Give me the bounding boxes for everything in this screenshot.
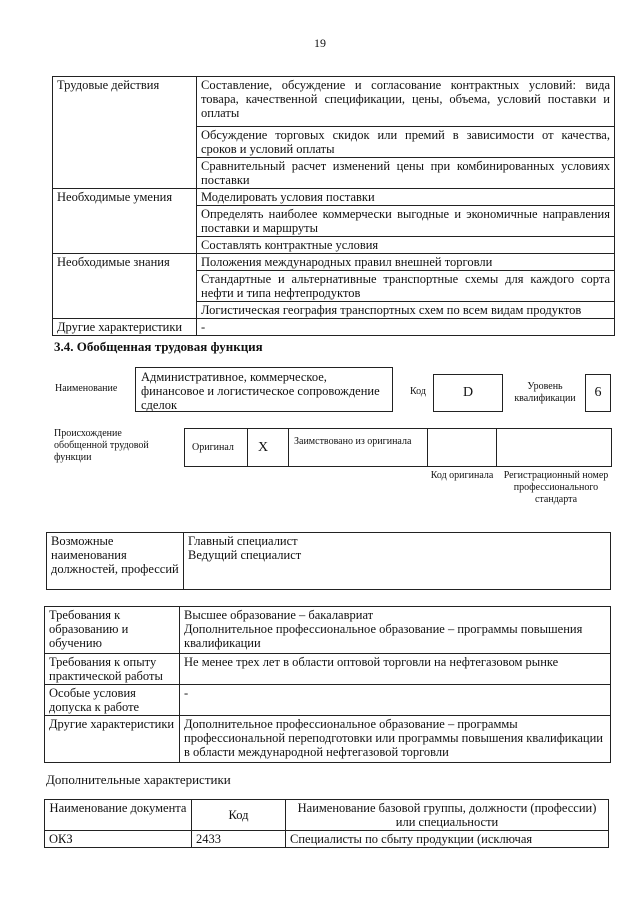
labor-actions-table bbox=[52, 76, 615, 336]
requirement-item: Высшее образование – бакалавриат bbox=[184, 608, 374, 622]
registration-number-caption: Регистрационный номер профессионального стандарта bbox=[503, 470, 609, 505]
position-item: Главный специалист bbox=[188, 534, 298, 548]
row-label: Другие характеристики bbox=[53, 319, 197, 336]
column-header: Код bbox=[192, 800, 286, 831]
origin-label: Происхождение обобщенной трудовой функции bbox=[54, 428, 149, 463]
page-number: 19 bbox=[314, 36, 326, 50]
table-cell bbox=[180, 607, 611, 654]
table-cell: Специалисты по сбыту продукции (исключая bbox=[286, 831, 609, 848]
row-label: Возможные наименования должностей, профессий bbox=[47, 533, 184, 590]
table-cell: Положения международных правил внешней торговли bbox=[197, 254, 615, 271]
table-cell: 2433 bbox=[192, 831, 286, 848]
table-cell: - bbox=[197, 319, 615, 336]
table-cell: Сравнительный расчет изменений цены при комбинированных условиях поставки bbox=[197, 158, 615, 189]
table-cell: Обсуждение торговых скидок или премий в зависимости от качества, сроков и условий оплаты bbox=[197, 127, 615, 158]
row-label: Требования к образованию и обучению bbox=[45, 607, 180, 654]
row-label: Необходимые знания bbox=[53, 254, 197, 319]
code-label: Код bbox=[410, 386, 426, 397]
row-label: Другие характеристики bbox=[45, 716, 180, 763]
table-cell: Не менее трех лет в области оптовой торговли на нефтегазовом рынке bbox=[180, 654, 611, 685]
table-cell: Дополнительное профессиональное образование – программы профессиональной переподготовки или программы повышения квалификации в области международной нефтегазовой торговли bbox=[180, 716, 611, 763]
divider bbox=[496, 428, 497, 467]
original-mark: X bbox=[258, 440, 269, 455]
row-label: Необходимые умения bbox=[53, 189, 197, 254]
section-heading: 3.4. Обобщенная трудовая функция bbox=[54, 339, 263, 354]
requirements-table bbox=[44, 606, 611, 763]
borrowed-label: Заимствовано из оригинала bbox=[294, 436, 412, 447]
name-label: Наименование bbox=[55, 383, 118, 394]
original-code-caption: Код оригинала bbox=[430, 470, 494, 481]
table-cell: Логистическая география транспортных схем по всем видам продуктов bbox=[197, 302, 615, 319]
requirement-item: Дополнительное профессиональное образование – программы повышения квалификации bbox=[184, 622, 583, 650]
table-cell: Моделировать условия поставки bbox=[197, 189, 615, 206]
positions-table bbox=[46, 532, 611, 590]
level-value: 6 bbox=[585, 374, 611, 412]
table-cell: ОКЗ bbox=[45, 831, 192, 848]
table-cell: - bbox=[180, 685, 611, 716]
additional-heading: Дополнительные характеристики bbox=[46, 772, 231, 787]
table-cell: Составлять контрактные условия bbox=[197, 237, 615, 254]
row-label: Требования к опыту практической работы bbox=[45, 654, 180, 685]
row-label: Особые условия допуска к работе bbox=[45, 685, 180, 716]
function-name: Административное, коммерческое, финансовое и логистическое сопровождение сделок bbox=[135, 367, 393, 412]
table-cell: Составление, обсуждение и согласование контрактных условий: вида товара, качественной спецификации, цены, объема, условий поставки и оплаты bbox=[197, 77, 615, 127]
divider bbox=[247, 428, 248, 467]
level-label: Уровень квалификации bbox=[514, 381, 576, 404]
column-header: Наименование документа bbox=[45, 800, 192, 831]
divider bbox=[288, 428, 289, 467]
divider bbox=[427, 428, 428, 467]
code-value: D bbox=[433, 374, 503, 412]
table-cell: Стандартные и альтернативные транспортные схемы для каждого сорта нефти и типа нефтепродуктов bbox=[197, 271, 615, 302]
additional-table bbox=[44, 799, 609, 848]
row-label: Трудовые действия bbox=[53, 77, 197, 189]
original-label: Оригинал bbox=[192, 442, 234, 453]
column-header: Наименование базовой группы, должности (профессии) или специальности bbox=[286, 800, 609, 831]
table-cell bbox=[184, 533, 611, 590]
table-cell: Определять наиболее коммерчески выгодные и экономичные направления поставки и маршруты bbox=[197, 206, 615, 237]
position-item: Ведущий специалист bbox=[188, 548, 302, 562]
